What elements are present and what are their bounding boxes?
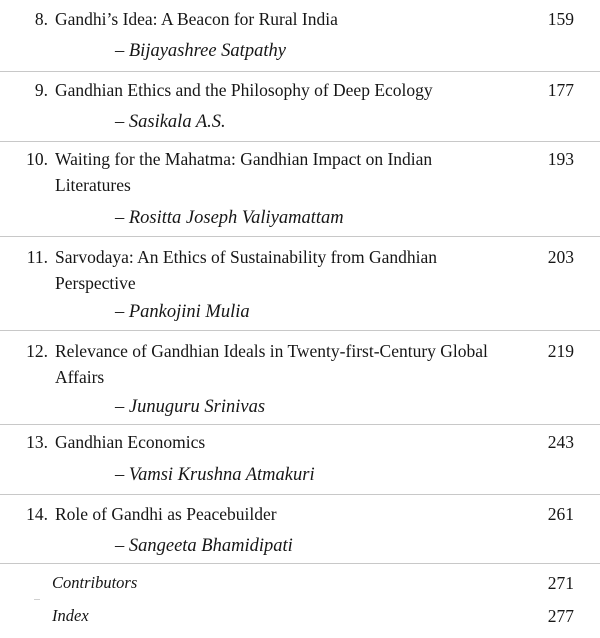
entry-number: 9. [34, 80, 48, 100]
chapter-author: – Vamsi Krushna Atmakuri [115, 465, 315, 485]
chapter-title: Gandhian Economics [55, 432, 206, 452]
chapter-author: – Pankojini Mulia [115, 302, 250, 322]
entry-number: 8. [34, 9, 48, 29]
entry-number: 11. [26, 247, 48, 267]
page-number: 243 [547, 432, 574, 452]
page-number: 203 [547, 247, 574, 267]
back-matter-label: Contributors [52, 573, 138, 592]
divider [0, 236, 600, 237]
page-number: 159 [547, 9, 574, 29]
page-number: 261 [547, 504, 574, 524]
chapter-title: Relevance of Gandhian Ideals in Twenty-first-Century Global Affairs [55, 341, 488, 387]
chapter-author: – Bijayashree Satpathy [115, 41, 286, 61]
entry-number: 12. [26, 341, 48, 361]
divider [34, 599, 40, 600]
chapter-author: – Sangeeta Bhamidipati [115, 536, 293, 556]
chapter-author: – Sasikala A.S. [115, 112, 226, 132]
page-number: 193 [547, 149, 574, 169]
entry-number: 10. [26, 149, 48, 169]
chapter-title: Gandhi’s Idea: A Beacon for Rural India [55, 9, 338, 29]
divider [0, 563, 600, 564]
chapter-title: Role of Gandhi as Peacebuilder [55, 504, 277, 524]
divider [0, 494, 600, 495]
chapter-author: – Rositta Joseph Valiyamattam [115, 208, 344, 228]
entry-number: 14. [26, 504, 48, 524]
page-number: 219 [547, 341, 574, 361]
page-number: 277 [547, 606, 574, 626]
page-number: 177 [547, 80, 574, 100]
chapter-title: Gandhian Ethics and the Philosophy of Deep Ecology [55, 80, 433, 100]
chapter-title: Sarvodaya: An Ethics of Sustainability from Gandhian Perspective [55, 247, 438, 293]
entry-number: 13. [26, 432, 48, 452]
divider [0, 71, 600, 72]
divider [0, 141, 600, 142]
chapter-title: Waiting for the Mahatma: Gandhian Impact on Indian Literatures [55, 149, 433, 195]
divider [0, 330, 600, 331]
chapter-author: – Junuguru Srinivas [115, 397, 266, 417]
back-matter-label: Index [52, 606, 89, 625]
page-number: 271 [547, 573, 574, 593]
divider [0, 424, 600, 425]
